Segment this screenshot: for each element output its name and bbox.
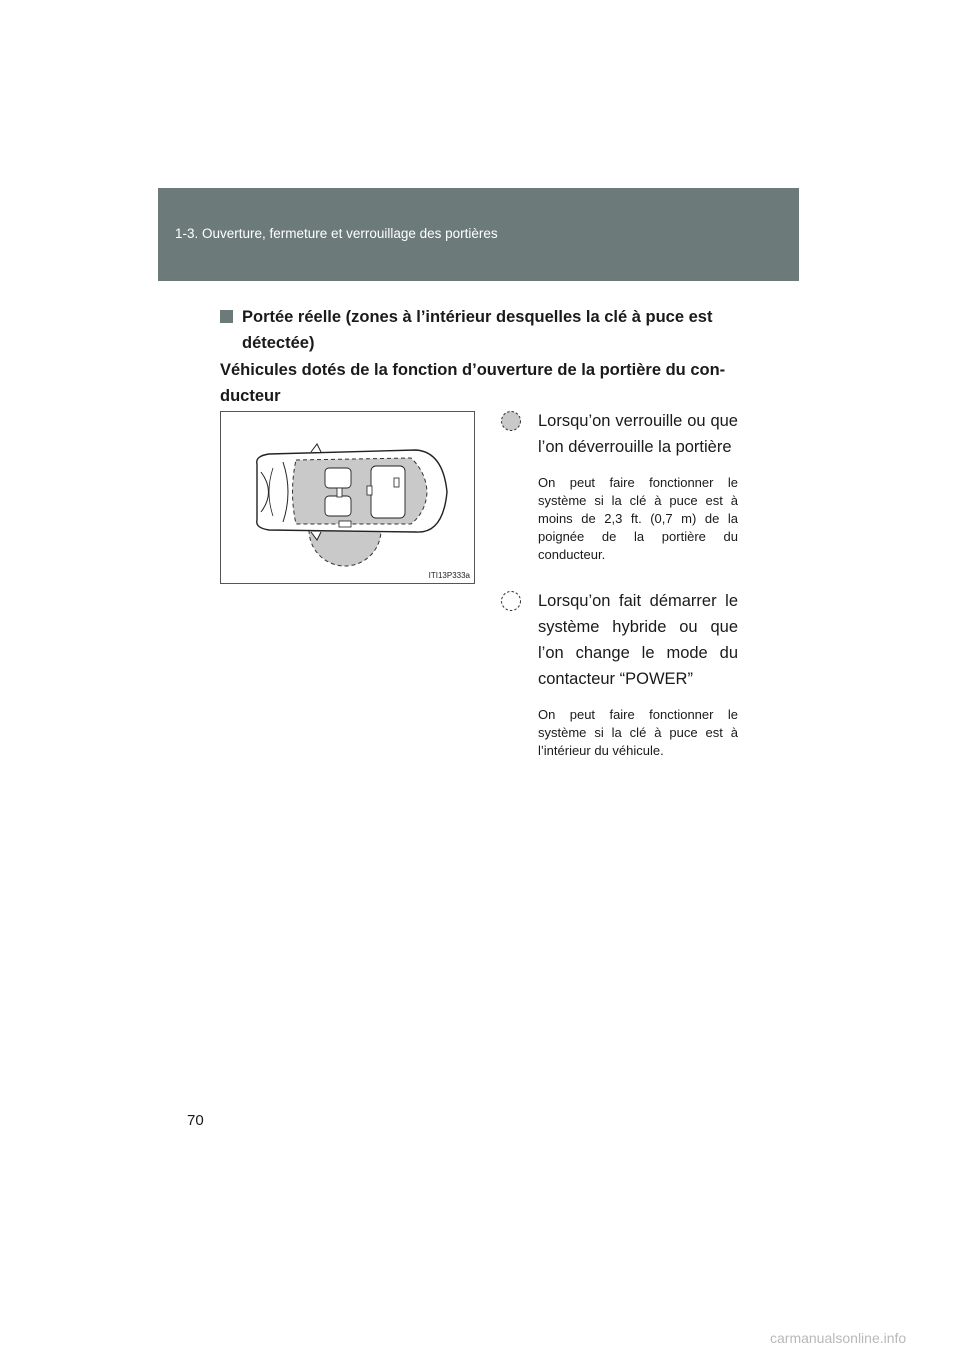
sub-title-line2: ducteur (220, 387, 281, 405)
car-top-view-icon (221, 412, 474, 583)
item-title: Lorsqu’on verrouille ou que l’on déverrouille la portière (538, 412, 738, 456)
list-item (500, 408, 738, 564)
filled-zone-icon (500, 410, 522, 432)
item-description: On peut faire fonctionner le système si la clé à puce est à moins de 2,3 ft. (0,7 m) de la poignée de la portière du conducteur. (538, 475, 738, 562)
list-item (500, 588, 738, 760)
item-description: On peut faire fonctionner le système si la clé à puce est à l’intérieur du véhicule. (538, 707, 738, 758)
sub-title-line1: Véhicules dotés de la fonction d’ouverture de la portière du con- (220, 361, 726, 379)
square-bullet-icon (220, 310, 233, 323)
page-number: 70 (187, 1112, 204, 1129)
outline-zone-icon (500, 590, 522, 612)
item-title: Lorsqu’on fait démarrer le système hybride ou que l’on change le mode du contacteur “POWER” (538, 592, 738, 688)
section-title-line2: détectée) (242, 334, 315, 352)
section-title-line1: Portée réelle (zones à l’intérieur desquelles la clé à puce est (242, 308, 713, 326)
section-title (220, 304, 738, 356)
section-header: 1-3. Ouverture, fermeture et verrouillage des portières (175, 226, 498, 241)
sub-title (220, 357, 738, 409)
watermark: carmanualsonline.info (770, 1330, 907, 1346)
figure-code: ITI13P333a (428, 571, 470, 580)
vehicle-detection-figure (220, 411, 475, 584)
